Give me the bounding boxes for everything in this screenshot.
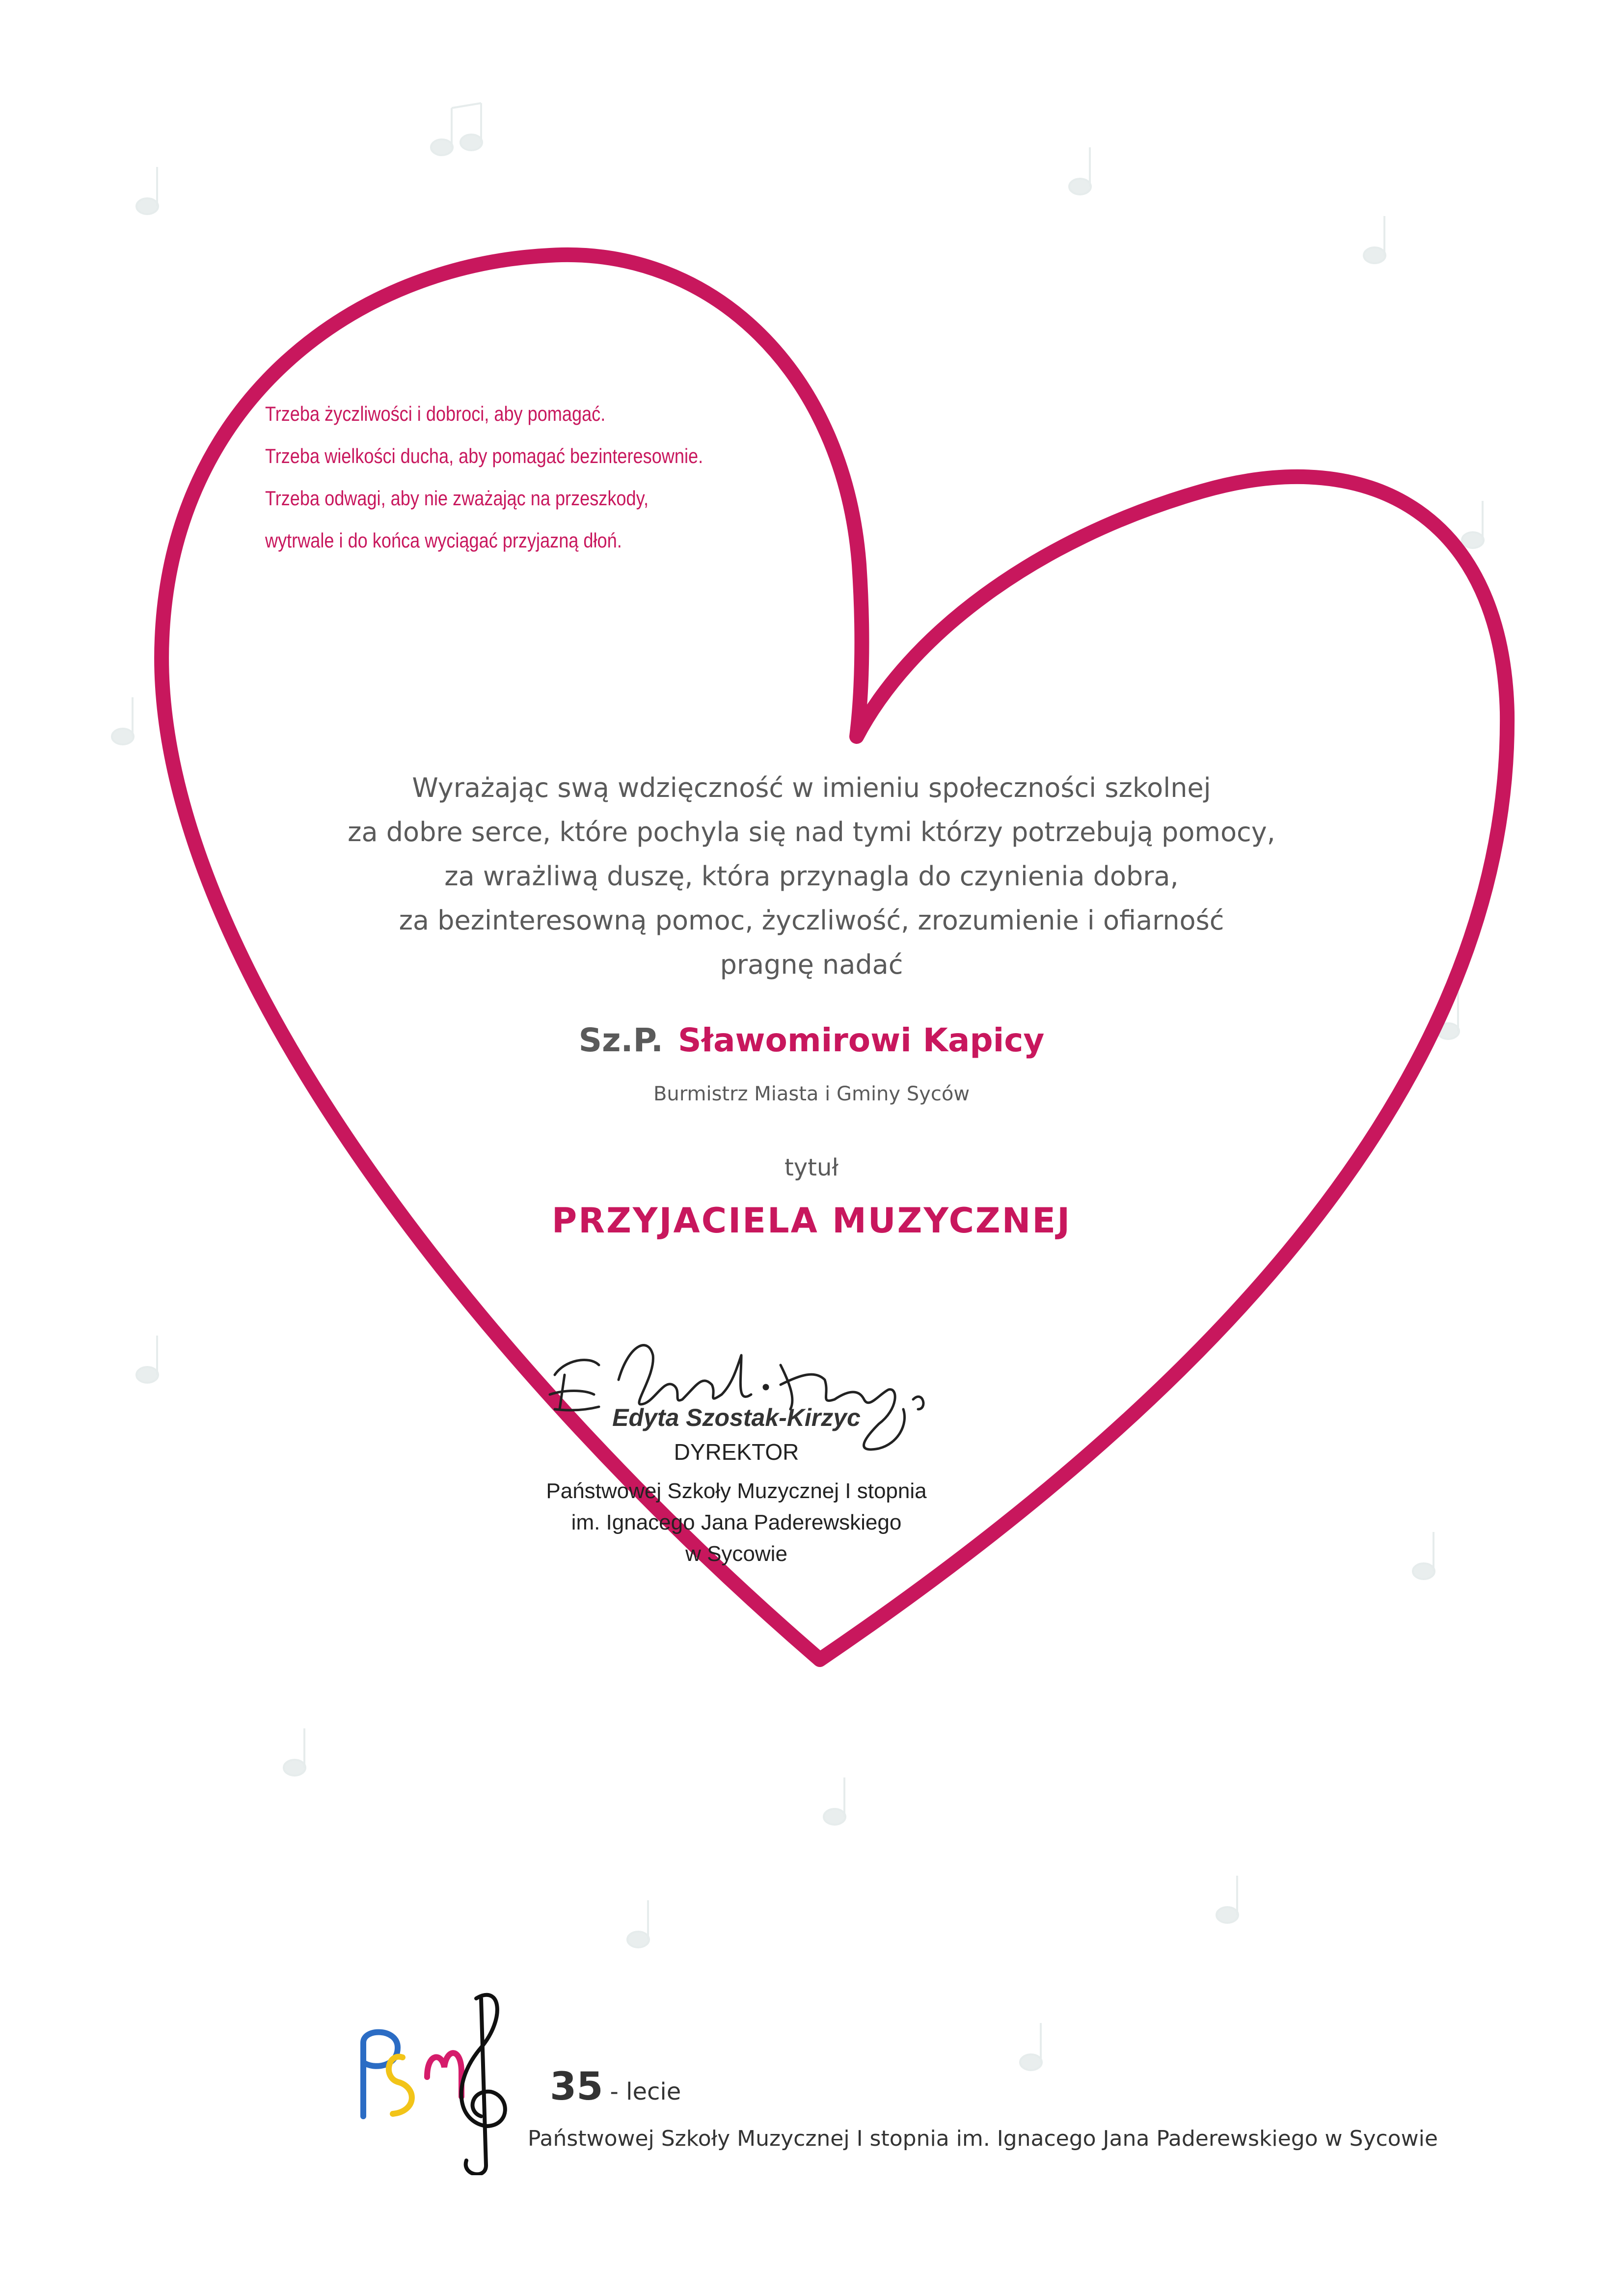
quote-line: Trzeba odwagi, aby nie zważając na przeszkody, (265, 487, 649, 510)
recipient-role: Burmistrz Miasta i Gminy Syców (653, 1083, 970, 1105)
school-line: im. Ignacego Jana Paderewskiego (571, 1510, 902, 1534)
school-name (515, 1476, 957, 1570)
psm-logo-treble-clef-icon (344, 1979, 530, 2175)
dedication-text (0, 766, 1623, 987)
recipient-prefix: Sz.P. (578, 1021, 663, 1059)
school-line: Państwowej Szkoły Muzycznej I stopnia (546, 1479, 927, 1503)
anniversary-number: 35 (550, 2065, 603, 2109)
dedication-line: pragnę nadać (720, 949, 903, 980)
footer-school: Państwowej Szkoły Muzycznej I stopnia im. Ignacego Jana Paderewskiego w Sycowie (528, 2126, 1438, 2151)
dedication-line: za bezinteresowną pomoc, życzliwość, zrozumienie i ofiarność (399, 905, 1224, 936)
director-name: Edyta Szostak-Kirzyc (612, 1404, 861, 1431)
recipient (0, 1021, 1623, 1059)
dedication-line: za wrażliwą duszę, która przynagla do czynienia dobra, (444, 861, 1179, 892)
anniversary-suffix: - lecie (610, 2078, 681, 2105)
recipient-name: Sławomirowi Kapicy (677, 1021, 1045, 1059)
quote (265, 393, 814, 562)
title-word: tytuł (784, 1154, 839, 1181)
award-title: PRZYJACIELA MUZYCZNEJ (551, 1201, 1072, 1241)
dedication-line: za dobre serce, które pochyla się nad tymi którzy potrzebują pomocy, (348, 817, 1275, 847)
director-title: DYREKTOR (674, 1439, 799, 1465)
school-line: w Sycowie (685, 1542, 787, 1566)
quote-line: Trzeba wielkości ducha, aby pomagać bezinteresownie. (265, 444, 703, 467)
anniversary (550, 2065, 681, 2109)
dedication-line: Wyrażając swą wdzięczność w imieniu społeczności szkolnej (412, 772, 1211, 803)
quote-line: Trzeba życzliwości i dobroci, aby pomagać. (265, 402, 606, 425)
quote-line: wytrwale i do końca wyciągać przyjazną dłoń. (265, 529, 622, 552)
